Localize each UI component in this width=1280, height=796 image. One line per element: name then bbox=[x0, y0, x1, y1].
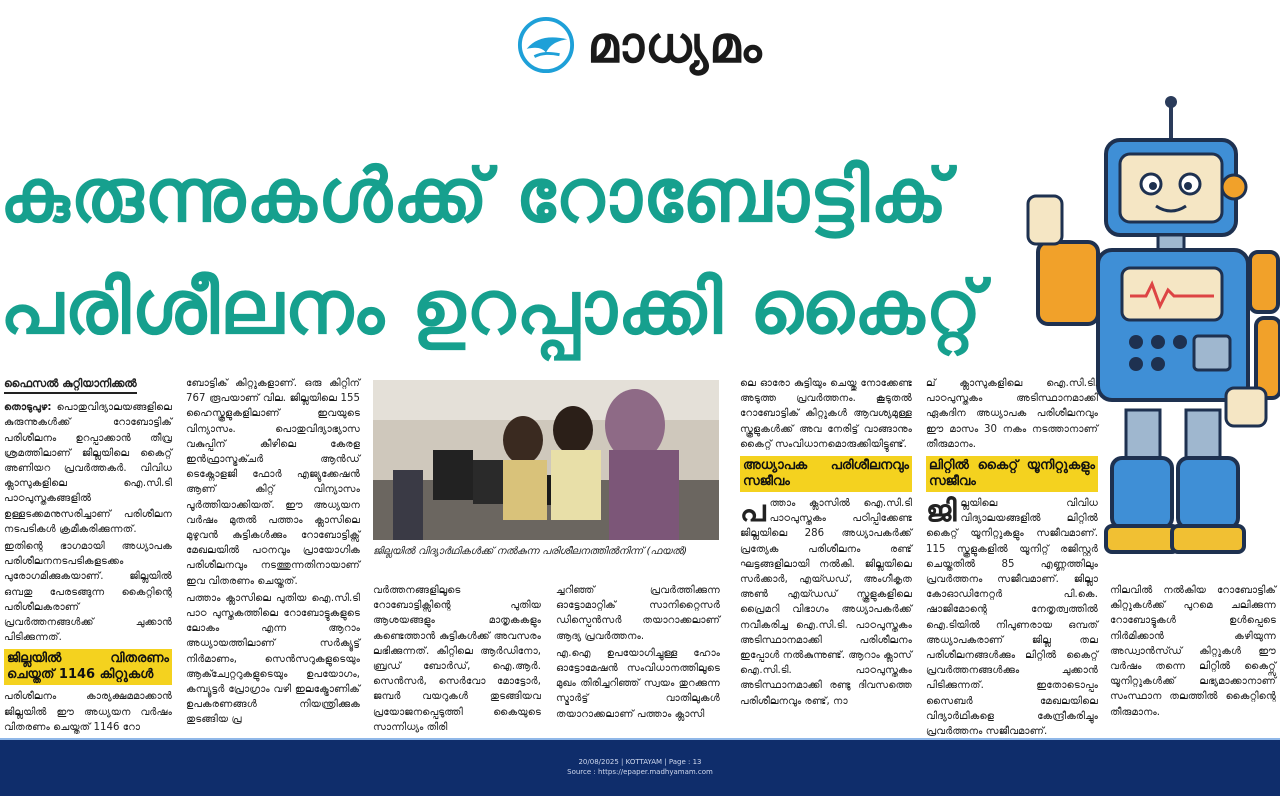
classroom-photo-image bbox=[373, 380, 719, 540]
paragraph: പത്താം ക്ലാസിലെ പുതിയ ഐ.സി.ടി പാഠ പുസ്തകത്തിലെ റോബോട്ടുകളുടെ ലോകം എന്ന ആറാം അധ്യായത്തിലാണ് സർക്യൂട്ട് നിർമാണം, സെൻസറുകളുടെയും ആക്ച്വേറ്ററുകളുടെയും ഉപയോഗം, കമ്പ്യൂട്ടർ പ്രോഗ്രാം വഴി ഇലക്ട്രോണിക് ഉപകരണങ്ങൾ നിയന്ത്രിക്കുക തുടങ്ങിയ പ്ര bbox=[186, 592, 360, 726]
headline-line-1: കുരുന്നുകൾക്ക് റോബോട്ടിക് bbox=[0, 153, 949, 239]
subheading: അധ്യാപക പരിശീലനവും സജീവം bbox=[740, 456, 912, 492]
article-column-5 bbox=[740, 376, 912, 711]
footer-edition-info: 20/08/2025 | KOTTAYAM | Page : 13 bbox=[578, 758, 702, 766]
article-column-3 bbox=[373, 583, 541, 737]
headline bbox=[0, 140, 1010, 364]
masthead-title: മാധ്യമം bbox=[587, 15, 763, 74]
paragraph: ബോട്ടിക് കിറ്റുകളാണ്. ഒരു കിറ്റിന് 767 രൂപയാണ് വില. ജില്ലയിലെ 155 ഹൈസ്കൂളുകളിലാണ് ഇവയുടെ വിന്യാസം. പൊതുവിദ്യാഭ്യാസ വകുപ്പിന് കീഴിലെ കേരള ഇൻഫ്രാസ്ട്രക്ചർ ആൻഡ് ടെക്നോളജി ഫോർ എജ്യുക്കേഷൻ ആണ് കിറ്റ് വിന്യാസം പൂർത്തിയാക്കിയത്. ഈ അധ്യയന വർഷം മുതൽ പത്താം ക്ലാസിലെ മുഴുവൻ കുട്ടികൾക്കും റോബോട്ടിക്സ് മേഖലയിൽ പഠനവും പ്രായോഗിക പരിശീലനവും നടത്തുന്നതിനായാണ് ഇവ വിതരണം ചെയ്തത്. bbox=[186, 378, 360, 587]
dove-circle-icon bbox=[517, 16, 575, 74]
paragraph: ല് ക്ലാസുകളിലെ ഐ.സി.ടി. പാഠപുസ്തകം അടിസ്ഥാനമാക്കി ഏകദിന അധ്യാപക പരിശീലനവും ഈ മാസം 30 നകം നടത്താനാണ് തീരുമാനം. bbox=[926, 378, 1098, 450]
paragraph: നിലവിൽ നൽകിയ റോബോട്ടിക് കിറ്റുകൾക്ക് പുറമെ ചലിക്കുന്ന റോബോട്ടുകൾ ഉൾപ്പെടെ നിർമിക്കാൻ കഴിയുന്ന അഡ്വാൻസ്ഡ് കിറ്റുകൾ ഈ വർഷം തന്നെ ലിറ്റിൽ കൈറ്റ്സ് യൂനിറ്റുകൾക്ക് ലഭ്യമാക്കാനാണ് സംസ്ഥാന തലത്തിൽ കൈറ്റിന്റെ തീരുമാനം. bbox=[1110, 585, 1276, 718]
paragraph: എ.ഐ ഉപയോഗിച്ചുള്ള ഹോം ഓട്ടോമേഷൻ സംവിധാനത്തിലൂടെ മുഖം തിരിച്ചറിഞ്ഞ് സ്വയം തുറക്കുന്ന സ്മാർട്ട് വാതിലുകൾ തയാറാക്കലാണ് പത്താം ക്ലാസി bbox=[556, 647, 720, 720]
paragraph-text: ത്താം ക്ലാസിൽ ഐ.സി.ടി പാഠപുസ്തകം പഠിപ്പിക്കേണ്ട ജില്ലയിലെ 286 അധ്യാപകർക്ക് പ്രത്യേക പരിശീലനം രണ്ട് ഘട്ടങ്ങളിലായി നൽകി. ജില്ലയിലെ സർക്കാർ, എയ്ഡഡ്, അംഗീകൃത അൺ എയ്ഡഡ് സ്കൂളുകളിലെ പ്രൈമറി വിഭാഗം അധ്യാപകർക്ക് നവീകരിച്ച ഐ.സി.ടി. പാഠപുസ്തകം അടിസ്ഥാനമാക്കി പരിശീലനം ഇപ്പോൾ നൽകുന്നുണ്ട്. ആറാം ക്ലാസ് ഐ.സി.ടി. പാഠപുസ്തകം അടിസ്ഥാനമാക്കി രണ്ടു ദിവസത്തെ പരിശീലനവും രണ്ട്, നാ bbox=[740, 498, 912, 707]
paragraph-text: പൊതുവിദ്യാലയങ്ങളിലെ കുരുന്നുകൾക്ക് റോബോട്ടിക് പരിശീലനം ഉറപ്പാക്കാൻ തീവ്ര ശ്രമത്തിലാണ് ജില്ലയിലെ കൈറ്റ് അണിയറ പ്രവർത്തകർ. വിവിധ ക്ലാസുകളിലെ ഐ.സി.ടി പാഠപുസ്തകങ്ങളിൽ ഉള്ളടക്കമനുസരിച്ചാണ് പരിശീലന നടപടികൾ ക്രമീകരിക്കുന്നത്. bbox=[4, 402, 172, 535]
paragraph: പരിശീലനം കാര്യക്ഷമമാക്കാൻ ജില്ലയിൽ ഈ അധ്യയന വർഷം വിതരണം ചെയ്തത് 1146 റോ bbox=[4, 691, 172, 733]
paragraph bbox=[926, 496, 1098, 739]
article-column-6 bbox=[926, 376, 1098, 741]
article-photo bbox=[373, 380, 719, 540]
paragraph: വർത്തനങ്ങളിലൂടെ റോബോട്ടിക്സിന്റെ പുതിയ ആശയങ്ങളും മാതൃകകളും കണ്ടെത്താൻ കുട്ടികൾക്ക് അവസരം ലഭിക്കുന്നത്. കിറ്റിലെ ആർഡിനോ, ബ്രഡ് ബോർഡ്, ഐ.ആർ. സെൻസർ, സെർവോ മോട്ടോർ, ജമ്പർ വയറുകൾ തുടങ്ങിയവ പ്രയോജനപ്പെടുത്തി കൈയുടെ സാന്നിധ്യം തിരി bbox=[373, 585, 541, 733]
paragraph-text: ല്ലയിലെ വിവിധ വിദ്യാലയങ്ങളിൽ ലിറ്റിൽ കൈറ്റ് യൂനിറ്റുകളും സജീവമാണ്. 115 സ്കൂളുകളിൽ യൂനിറ്റ് രജിസ്റ്റർ ചെയ്തതിൽ 85 എണ്ണത്തിലും പ്രവർത്തനം സജീവമാണ്. ജില്ലാ കോഓഡിനേറ്റർ പി.കെ. ഷാജിമോന്റെ നേതൃത്വത്തിൽ ഐ.ടിയിൽ നിപുണരായ ഒമ്പത് അധ്യാപകരാണ് ജില്ല തല പരിശീലനങ്ങൾക്കും ലിറ്റിൽ കൈറ്റ് പ്രവർത്തനങ്ങൾക്കും ചുക്കാൻ പിടിക്കുന്നത്. ഇതോടൊപ്പം സൈബർ മേഖലയിലെ വിദ്യാർഥികളെ കേന്ദ്രീകരിച്ചും പ്രവർത്തനം സജീവമാണ്. bbox=[926, 498, 1098, 738]
article-column-2 bbox=[186, 376, 360, 730]
masthead bbox=[440, 10, 840, 80]
paragraph: ലെ ഓരോ കുട്ടിയും ചെയ്തു നോക്കേണ്ട അടുത്ത പ്രവർത്തനം. കൂടുതൽ റോബോട്ടിക് കിറ്റുകൾ ആവശ്യമുള്ള സ്കൂളുകൾക്ക് അവ നേരിട്ട് വാങ്ങാനും കൈറ്റ് സംവിധാനമൊരുക്കിയിട്ടുണ്ട്. bbox=[740, 378, 912, 450]
paragraph bbox=[4, 400, 172, 537]
drop-cap: പ bbox=[740, 494, 766, 530]
photo-caption: ജില്ലയിൽ വിദ്യാർഥികൾക്ക് നൽകുന്ന പരിശീലനത്തിൽനിന്ന് (ഫയൽ) bbox=[373, 546, 688, 557]
article-column-7 bbox=[1110, 583, 1276, 722]
paragraph: ച്ചറിഞ്ഞ് പ്രവർത്തിക്കുന്ന ഓട്ടോമാറ്റിക് സാനിറ്റൈസർ ഡിസ്പെൻസർ തയാറാക്കലാണ് ആദ്യ പ്രവർത്തനം. bbox=[556, 585, 720, 642]
article-column-1 bbox=[4, 376, 172, 737]
byline: ഫൈസൽ കുറ്റിയാനിക്കൽ bbox=[4, 376, 137, 394]
paragraph bbox=[740, 496, 912, 709]
drop-cap: ജി bbox=[926, 494, 957, 530]
subheading: ജില്ലയിൽ വിതരണം ചെയ്തത് 1146 കിറ്റുകൾ bbox=[4, 649, 172, 685]
article-column-4 bbox=[556, 583, 720, 724]
footer-source-link[interactable]: Source : https://epaper.madhyamam.com bbox=[567, 768, 713, 776]
headline-line-2: പരിശീലനം ഉറപ്പാക്കി കൈറ്റ് bbox=[0, 265, 983, 351]
subheading: ലിറ്റിൽ കൈറ്റ് യൂനിറ്റുകളും സജീവം bbox=[926, 456, 1098, 492]
paragraph: ഇതിന്റെ ഭാഗമായി അധ്യാപക പരിശീലനനടപടികളടക്കം പുരോഗമിക്കുകയാണ്. ജില്ലയിൽ ഒമ്പതു പേരടങ്ങുന്ന കൈറ്റിന്റെ പരിശീലകരാണ് പ്രവർത്തനങ്ങൾക്ക് ചുക്കാൻ പിടിക്കുന്നത്. bbox=[4, 541, 172, 644]
footer-bar bbox=[0, 740, 1280, 796]
dateline: തൊടുപുഴ: bbox=[4, 402, 52, 414]
